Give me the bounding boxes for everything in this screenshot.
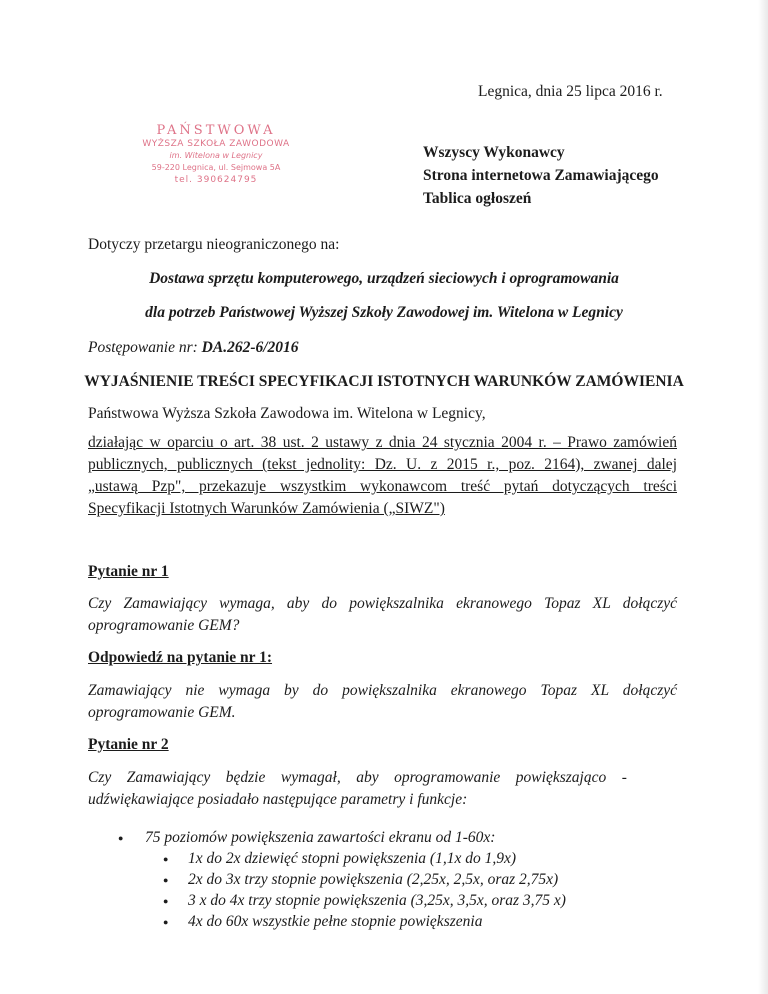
bullet-item: 75 poziomów powiększenia zawartości ekranu od 1-60x:: [145, 829, 496, 846]
institution-stamp: PAŃSTWOWA WYŻSZA SZKOŁA ZAWODOWA im. Witelona w Legnicy 59-220 Legnica, ul. Sejmowa 5A tel. 390624795: [142, 123, 290, 185]
subject-line-1: Dostawa sprzętu komputerowego, urządzeń sieciowych i oprogramowania: [149, 270, 619, 287]
bullet-icon: ●: [118, 833, 124, 843]
question-1-line-1: Czy Zamawiający wymaga, aby do powiększalnika ekranowego Topaz XL dołączyć: [88, 595, 677, 612]
place-date: Legnica, dnia 25 lipca 2016 r.: [478, 83, 663, 100]
case-number: [88, 338, 299, 358]
answer-1-heading: Odpowiedź na pytanie nr 1:: [88, 649, 273, 666]
institution-name: Państwowa Wyższa Szkoła Zawodowa im. Witelona w Legnicy,: [88, 405, 486, 422]
sub-bullet-icon: ●: [163, 854, 169, 864]
question-1-line-2: oprogramowanie GEM?: [88, 617, 240, 634]
intro-text: Dotyczy przetargu nieograniczonego na:: [88, 236, 340, 253]
sub-bullet-icon: ●: [163, 917, 169, 927]
case-value: DA.262-6/2016: [201, 339, 299, 356]
sub-bullet-item-4: 4x do 60x wszystkie pełne stopnie powiększenia: [188, 913, 483, 930]
legal-line-1: działając w oparciu o art. 38 ust. 2 ustawy z dnia 24 stycznia 2004 r. – Prawo zamówień: [88, 434, 677, 451]
sub-bullet-item-1: 1x do 2x dziewięć stopni powiększenia (1,1x do 1,9x): [188, 850, 517, 867]
sub-bullet-item-3: 3 x do 4x trzy stopnie powiększenia (3,25x, 3,5x, oraz 3,75 x): [188, 892, 566, 909]
answer-1-line-2: oprogramowanie GEM.: [88, 704, 236, 721]
recipient-3: Tablica ogłoszeń: [423, 190, 532, 207]
sub-bullet-icon: ●: [163, 875, 169, 885]
page-edge-shadow: [758, 0, 768, 994]
case-label: Postępowanie nr:: [88, 339, 198, 356]
document-title: WYJAŚNIENIE TREŚCI SPECYFIKACJI ISTOTNYCH WARUNKÓW ZAMÓWIENIA: [84, 373, 684, 390]
recipient-2: Strona internetowa Zamawiającego: [423, 167, 659, 184]
legal-line-4: Specyfikacji Istotnych Warunków Zamówienia („SIWZ"): [88, 500, 445, 517]
question-2-heading: Pytanie nr 2: [88, 736, 169, 753]
sub-bullet-item-2: 2x do 3x trzy stopnie powiększenia (2,25x, 2,5x, oraz 2,75x): [188, 871, 559, 888]
legal-line-2: publicznych, publicznych (tekst jednolity: Dz. U. z 2015 r., poz. 2164), zwanej dalej: [88, 456, 677, 473]
subject-line-2: dla potrzeb Państwowej Wyższej Szkoły Zawodowej im. Witelona w Legnicy: [145, 304, 623, 321]
question-2-line-1: Czy Zamawiający będzie wymagał, aby oprogramowanie powiększająco -: [88, 769, 627, 786]
question-2-line-2: udźwiękawiające posiadało następujące parametry i funkcje:: [88, 791, 468, 808]
question-1-heading: Pytanie nr 1: [88, 563, 169, 580]
legal-line-3: „ustawą Pzp", przekazuje wszystkim wykonawcom treść pytań dotyczących treści: [88, 478, 677, 495]
sub-bullet-icon: ●: [163, 896, 169, 906]
answer-1-line-1: Zamawiający nie wymaga by do powiększalnika ekranowego Topaz XL dołączyć: [88, 682, 677, 699]
recipient-1: Wszyscy Wykonawcy: [423, 144, 565, 161]
